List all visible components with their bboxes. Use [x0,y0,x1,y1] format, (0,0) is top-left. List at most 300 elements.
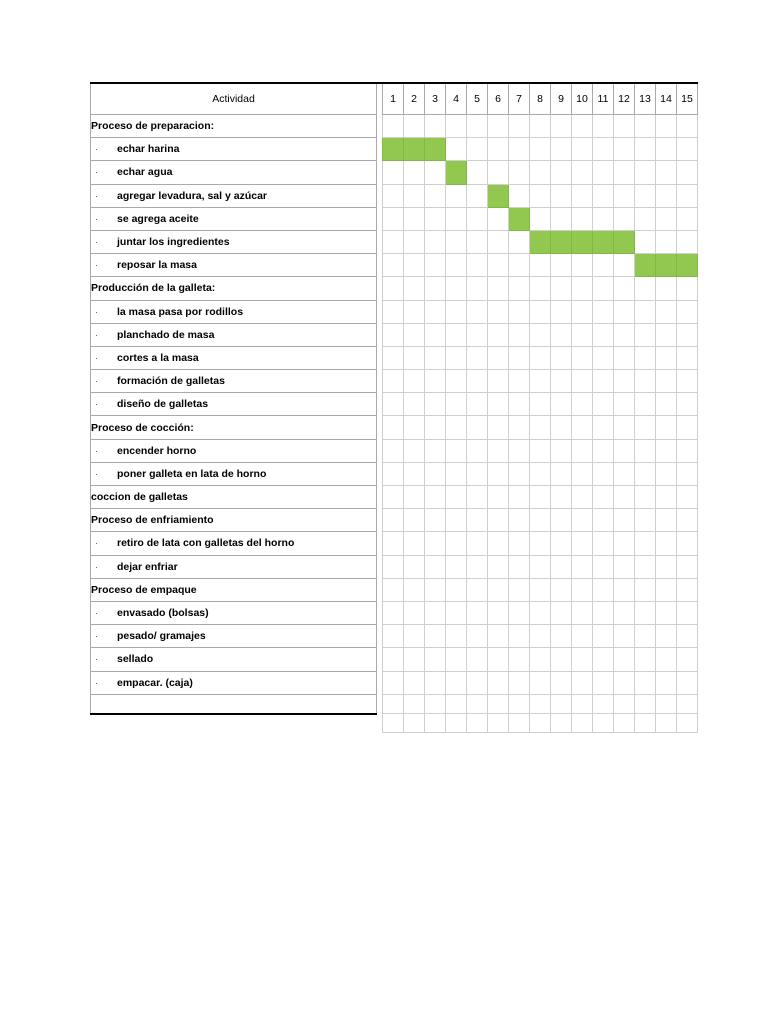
tail-label-cell [91,714,377,733]
activity-label: envasado (bolsas) [117,607,209,620]
gantt-empty-cell [572,323,593,346]
activity-label-cell [91,625,377,648]
activity-label-cell [91,115,377,138]
gantt-empty-cell [551,714,572,733]
gantt-empty-cell [383,648,404,671]
gantt-empty-cell [446,370,467,393]
gantt-empty-cell [551,648,572,671]
gantt-empty-cell [404,115,425,138]
gantt-empty-cell [446,393,467,416]
gantt-empty-cell [551,323,572,346]
gantt-empty-cell [404,439,425,462]
activity-label: Proceso de preparacion: [91,120,215,133]
gantt-empty-cell [635,323,656,346]
activity-label-cell [91,416,377,439]
gantt-empty-cell [635,370,656,393]
gantt-empty-cell [488,671,509,694]
gantt-empty-cell [593,138,614,161]
bullet-marker: · [95,190,98,201]
gantt-empty-cell [551,300,572,323]
gantt-empty-cell [509,138,530,161]
gantt-empty-cell [614,254,635,277]
gantt-bar-cell [551,230,572,253]
gantt-empty-cell [530,207,551,230]
activity-label: dejar enfriar [117,560,178,573]
gantt-empty-cell [530,601,551,624]
gantt-empty-cell [425,300,446,323]
gantt-empty-cell [614,462,635,485]
activity-label: cortes a la masa [117,351,199,364]
gantt-empty-cell [572,671,593,694]
gantt-empty-cell [509,532,530,555]
gantt-empty-cell [383,578,404,601]
gantt-empty-cell [383,230,404,253]
activity-label: diseño de galletas [117,398,209,411]
gantt-table [90,82,698,733]
gantt-empty-cell [467,230,488,253]
gantt-empty-cell [677,300,698,323]
gantt-bar-cell [593,230,614,253]
column-header-activity: Actividad [91,83,377,115]
gantt-empty-cell [404,254,425,277]
gantt-empty-cell [593,115,614,138]
gantt-empty-cell [446,323,467,346]
gantt-empty-cell [509,323,530,346]
gantt-empty-cell [383,416,404,439]
gantt-row [91,625,698,648]
gantt-empty-cell [530,161,551,184]
gantt-empty-cell [446,532,467,555]
activity-label-cell [91,300,377,323]
activity-label: planchado de masa [117,328,215,341]
gantt-row [91,532,698,555]
gantt-empty-cell [530,370,551,393]
gantt-chart [90,82,698,733]
gantt-empty-cell [488,601,509,624]
gantt-empty-cell [383,323,404,346]
gantt-empty-cell [677,416,698,439]
column-header-week: 5 [467,83,488,115]
gantt-empty-cell [593,439,614,462]
gantt-row [91,416,698,439]
gantt-empty-cell [383,439,404,462]
gantt-empty-cell [404,671,425,694]
activity-label: se agrega aceite [117,212,199,225]
gantt-empty-cell [656,601,677,624]
gantt-empty-cell [509,161,530,184]
gantt-row [91,161,698,184]
gantt-empty-cell [593,393,614,416]
gantt-empty-cell [677,393,698,416]
gantt-empty-cell [530,138,551,161]
activity-label-cell [91,370,377,393]
gantt-empty-cell [551,416,572,439]
gantt-empty-cell [635,439,656,462]
gantt-empty-cell [404,184,425,207]
bullet-marker: · [95,260,98,271]
gantt-empty-cell [467,625,488,648]
gantt-empty-cell [467,439,488,462]
gantt-empty-cell [593,714,614,733]
gantt-empty-cell [425,509,446,532]
gantt-empty-cell [635,648,656,671]
gantt-bar-cell [572,230,593,253]
gantt-empty-cell [572,694,593,714]
gantt-empty-cell [656,671,677,694]
gantt-empty-cell [530,486,551,509]
gantt-empty-cell [446,625,467,648]
gantt-row [91,578,698,601]
gantt-empty-cell [656,393,677,416]
gantt-empty-cell [593,184,614,207]
gantt-row [91,277,698,300]
gantt-empty-cell [635,532,656,555]
gantt-empty-cell [404,323,425,346]
gantt-empty-cell [446,509,467,532]
gantt-tail-row [91,714,698,733]
column-header-week: 6 [488,83,509,115]
gantt-empty-cell [446,254,467,277]
gantt-empty-cell [467,462,488,485]
gantt-empty-cell [635,694,656,714]
gantt-row [91,486,698,509]
gantt-empty-cell [614,416,635,439]
gantt-empty-cell [614,439,635,462]
gantt-empty-cell [635,230,656,253]
gantt-empty-cell [656,346,677,369]
gantt-empty-cell [404,555,425,578]
gantt-row [91,207,698,230]
gantt-empty-cell [572,138,593,161]
gantt-empty-cell [425,207,446,230]
gantt-empty-cell [677,161,698,184]
gantt-empty-cell [530,300,551,323]
gantt-empty-cell [509,184,530,207]
gantt-empty-cell [425,462,446,485]
gantt-empty-cell [635,671,656,694]
gantt-empty-cell [614,714,635,733]
gantt-bar-cell [425,138,446,161]
gantt-empty-cell [614,555,635,578]
gantt-empty-cell [404,161,425,184]
gantt-empty-cell [509,648,530,671]
gantt-empty-cell [467,346,488,369]
gantt-empty-cell [467,601,488,624]
gantt-empty-cell [572,277,593,300]
activity-label-cell [91,532,377,555]
gantt-empty-cell [446,230,467,253]
gantt-empty-cell [446,671,467,694]
gantt-empty-cell [425,694,446,714]
gantt-empty-cell [572,555,593,578]
gantt-empty-cell [509,578,530,601]
gantt-empty-cell [404,601,425,624]
gantt-empty-cell [467,648,488,671]
gantt-empty-cell [383,532,404,555]
activity-label: Proceso de empaque [91,583,197,596]
gantt-row [91,393,698,416]
gantt-empty-cell [530,714,551,733]
gantt-empty-cell [488,486,509,509]
gantt-empty-cell [404,393,425,416]
gantt-empty-cell [572,578,593,601]
gantt-empty-cell [551,161,572,184]
gantt-bar-cell [488,184,509,207]
gantt-empty-cell [614,346,635,369]
gantt-empty-cell [656,230,677,253]
gantt-row [91,323,698,346]
gantt-empty-cell [425,439,446,462]
gantt-empty-cell [467,370,488,393]
gantt-empty-cell [509,509,530,532]
gantt-empty-cell [614,532,635,555]
gantt-empty-cell [425,230,446,253]
gantt-empty-cell [530,439,551,462]
gantt-empty-cell [551,694,572,714]
gantt-empty-cell [488,509,509,532]
gantt-empty-cell [530,555,551,578]
gantt-row [91,555,698,578]
gantt-empty-cell [488,370,509,393]
gantt-empty-cell [446,578,467,601]
gantt-empty-cell [614,509,635,532]
gantt-row [91,370,698,393]
gantt-empty-cell [446,207,467,230]
gantt-empty-cell [383,509,404,532]
gantt-empty-cell [593,346,614,369]
gantt-empty-cell [677,601,698,624]
gantt-empty-cell [677,277,698,300]
column-header-week: 9 [551,83,572,115]
gantt-empty-cell [593,694,614,714]
gantt-empty-cell [677,714,698,733]
gantt-empty-cell [488,555,509,578]
gantt-empty-cell [551,462,572,485]
gantt-empty-cell [383,370,404,393]
gantt-row [91,115,698,138]
bullet-marker: · [95,561,98,572]
gantt-bar-cell [614,230,635,253]
gantt-row [91,671,698,694]
gantt-row [91,509,698,532]
gantt-empty-cell [425,346,446,369]
gantt-empty-cell [656,439,677,462]
gantt-empty-cell [635,578,656,601]
footer-label-cell [91,694,377,714]
gantt-empty-cell [551,486,572,509]
gantt-empty-cell [593,601,614,624]
gantt-empty-cell [404,346,425,369]
gantt-empty-cell [446,555,467,578]
gantt-empty-cell [614,694,635,714]
gantt-empty-cell [593,532,614,555]
gantt-empty-cell [530,346,551,369]
gantt-empty-cell [488,230,509,253]
gantt-empty-cell [593,300,614,323]
gantt-empty-cell [488,416,509,439]
gantt-empty-cell [593,509,614,532]
gantt-empty-cell [572,416,593,439]
gantt-empty-cell [614,323,635,346]
gantt-empty-cell [656,416,677,439]
gantt-empty-cell [488,161,509,184]
gantt-empty-cell [383,277,404,300]
bullet-marker: · [95,631,98,642]
gantt-empty-cell [446,184,467,207]
gantt-empty-cell [635,555,656,578]
gantt-empty-cell [635,509,656,532]
gantt-empty-cell [614,138,635,161]
gantt-empty-cell [383,115,404,138]
gantt-empty-cell [572,532,593,555]
gantt-empty-cell [530,254,551,277]
activity-label-cell [91,555,377,578]
gantt-empty-cell [530,184,551,207]
gantt-empty-cell [677,486,698,509]
activity-label: echar agua [117,166,173,179]
activity-label-cell [91,230,377,253]
gantt-empty-cell [425,254,446,277]
gantt-empty-cell [509,694,530,714]
gantt-empty-cell [572,184,593,207]
gantt-bar-cell [383,138,404,161]
gantt-empty-cell [488,532,509,555]
gantt-empty-cell [614,300,635,323]
gantt-empty-cell [593,648,614,671]
gantt-empty-cell [593,161,614,184]
gantt-empty-cell [425,184,446,207]
bullet-marker: · [95,306,98,317]
gantt-empty-cell [635,346,656,369]
gantt-empty-cell [446,277,467,300]
gantt-empty-cell [677,625,698,648]
bullet-marker: · [95,538,98,549]
gantt-empty-cell [530,671,551,694]
gantt-empty-cell [635,184,656,207]
gantt-empty-cell [488,393,509,416]
gantt-empty-cell [656,486,677,509]
gantt-empty-cell [467,416,488,439]
gantt-empty-cell [677,671,698,694]
gantt-empty-cell [677,578,698,601]
activity-label-cell [91,161,377,184]
gantt-empty-cell [551,393,572,416]
gantt-empty-cell [530,416,551,439]
gantt-empty-cell [404,532,425,555]
gantt-empty-cell [614,486,635,509]
gantt-empty-cell [383,393,404,416]
gantt-empty-cell [551,207,572,230]
gantt-empty-cell [488,323,509,346]
gantt-empty-cell [467,532,488,555]
gantt-empty-cell [614,601,635,624]
bullet-marker: · [95,677,98,688]
gantt-empty-cell [509,300,530,323]
gantt-empty-cell [383,625,404,648]
gantt-empty-cell [404,486,425,509]
gantt-empty-cell [404,370,425,393]
gantt-empty-cell [488,346,509,369]
gantt-empty-cell [656,625,677,648]
gantt-empty-cell [593,486,614,509]
gantt-footer-row [91,694,698,714]
gantt-empty-cell [572,115,593,138]
gantt-empty-cell [383,300,404,323]
gantt-empty-cell [593,323,614,346]
gantt-empty-cell [656,277,677,300]
activity-label: encender horno [117,444,197,457]
activity-label-cell [91,254,377,277]
gantt-empty-cell [656,323,677,346]
gantt-empty-cell [467,578,488,601]
gantt-empty-cell [467,184,488,207]
gantt-empty-cell [530,648,551,671]
gantt-empty-cell [551,277,572,300]
gantt-empty-cell [425,393,446,416]
gantt-empty-cell [656,462,677,485]
gantt-empty-cell [446,300,467,323]
gantt-empty-cell [551,532,572,555]
gantt-empty-cell [425,277,446,300]
gantt-empty-cell [614,578,635,601]
gantt-empty-cell [509,671,530,694]
gantt-empty-cell [530,694,551,714]
gantt-empty-cell [383,462,404,485]
gantt-empty-cell [635,714,656,733]
gantt-empty-cell [593,416,614,439]
gantt-empty-cell [656,300,677,323]
gantt-empty-cell [488,439,509,462]
gantt-empty-cell [488,578,509,601]
gantt-empty-cell [383,694,404,714]
gantt-empty-cell [446,115,467,138]
gantt-empty-cell [488,694,509,714]
gantt-empty-cell [572,714,593,733]
gantt-empty-cell [383,671,404,694]
gantt-empty-cell [467,115,488,138]
bullet-marker: · [95,399,98,410]
gantt-empty-cell [446,346,467,369]
gantt-header-row [91,83,698,115]
gantt-empty-cell [635,625,656,648]
column-header-week: 14 [656,83,677,115]
gantt-empty-cell [551,671,572,694]
gantt-empty-cell [509,230,530,253]
activity-label: retiro de lata con galletas del horno [117,537,295,550]
column-header-week: 10 [572,83,593,115]
gantt-empty-cell [614,207,635,230]
gantt-empty-cell [404,230,425,253]
gantt-empty-cell [677,439,698,462]
gantt-empty-cell [614,625,635,648]
gantt-empty-cell [425,115,446,138]
gantt-empty-cell [467,671,488,694]
gantt-empty-cell [635,300,656,323]
gantt-empty-cell [425,416,446,439]
activity-label: la masa pasa por rodillos [117,305,244,318]
gantt-empty-cell [677,323,698,346]
gantt-empty-cell [446,138,467,161]
gantt-empty-cell [530,393,551,416]
gantt-empty-cell [614,393,635,416]
gantt-empty-cell [446,462,467,485]
gantt-empty-cell [383,601,404,624]
gantt-empty-cell [446,714,467,733]
activity-label: Proceso de cocción: [91,421,194,434]
gantt-empty-cell [677,555,698,578]
gantt-empty-cell [467,509,488,532]
gantt-empty-cell [404,714,425,733]
